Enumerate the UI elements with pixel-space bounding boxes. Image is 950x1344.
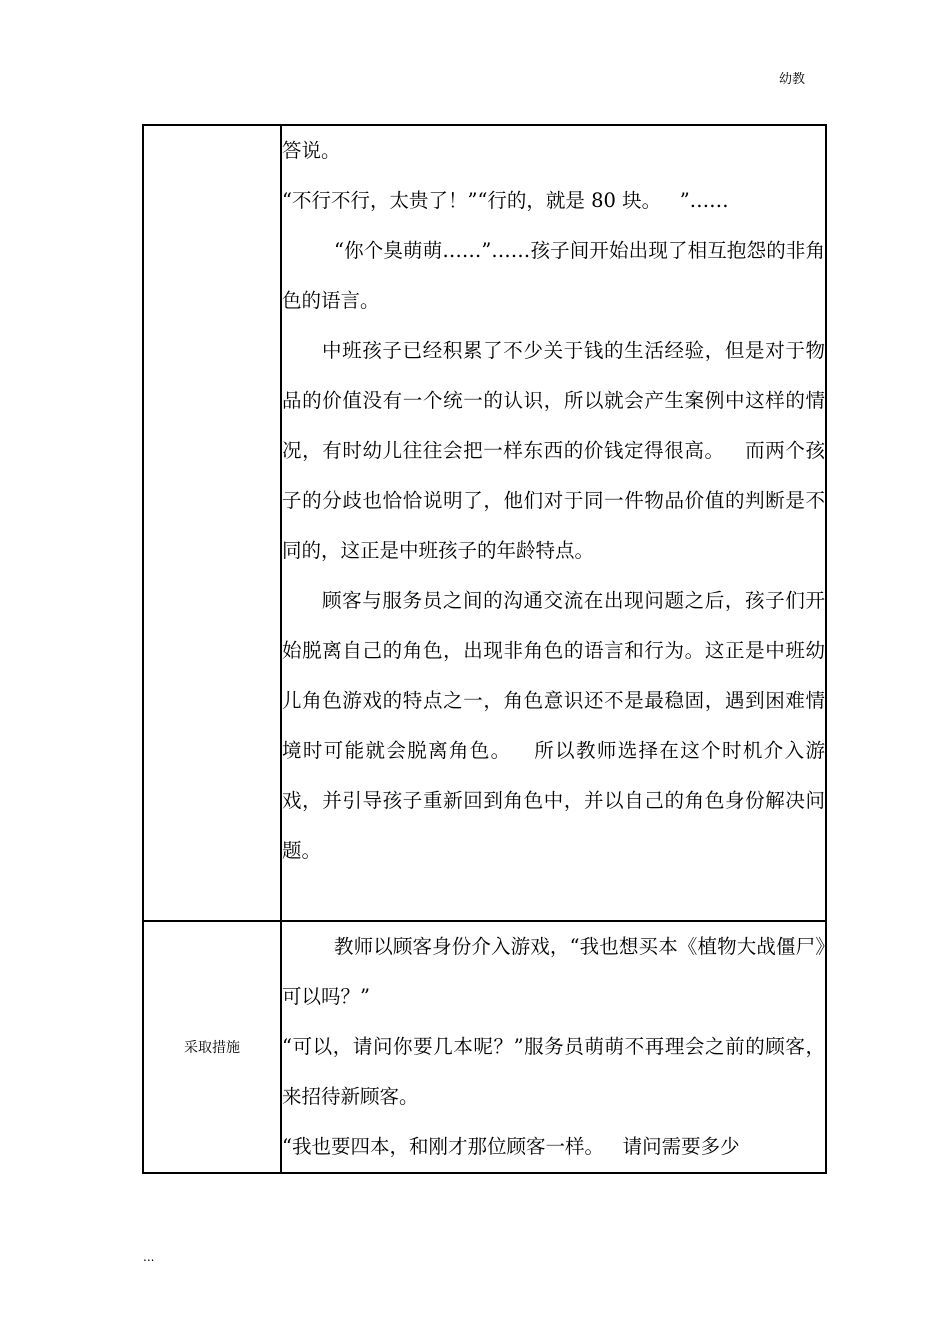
paragraph: “我也要四本，和刚才那位顾客一样。 请问需要多少 (282, 1135, 740, 1158)
page-header: 幼教 (779, 72, 806, 87)
row-label-measures: 采取措施 (143, 921, 281, 1173)
table-row (143, 125, 826, 921)
row-content-cell (281, 125, 826, 921)
table-row (143, 921, 826, 1173)
paragraph: 中班孩子已经积累了不少关于钱的生活经验，但是对于物品的价值没有一个统一的认识，所以就会产生案例中这样的情况，有时幼儿往往会把一样东西的价钱定得很高。 而两个孩子的分歧也恰恰说明了，他们对于同一件物品价值的判断是不同的，这正是中班孩子的年龄特点。 (282, 339, 825, 562)
row-label-cell (143, 125, 281, 921)
paragraph: 教师以顾客身份介入游戏，“我也想买本《植物大战僵尸》可以吗？” (282, 935, 825, 1008)
row-content-cell (281, 921, 826, 1173)
paragraph: “不行不行，太贵了！”“行的，就是 80 块。 ”…… (282, 189, 729, 212)
page-footer: ... (143, 1250, 155, 1264)
paragraph: 答说。 (282, 139, 341, 162)
case-table (142, 124, 827, 1174)
paragraph: “你个臭萌萌……”……孩子间开始出现了相互抱怨的非角色的语言。 (282, 239, 825, 312)
paragraph: 顾客与服务员之间的沟通交流在出现问题之后，孩子们开始脱离自己的角色，出现非角色的语言和行为。这正是中班幼儿角色游戏的特点之一，角色意识还不是最稳固，遇到困难情境时可能就会脱离角色。 所以教师选择在这个时机介入游戏，并引导孩子重新回到角色中，并以自己的角色身份解决问题。 (282, 589, 825, 862)
paragraph: “可以，请问你要几本呢？”服务员萌萌不再理会之前的顾客，来招待新顾客。 (282, 1035, 825, 1108)
